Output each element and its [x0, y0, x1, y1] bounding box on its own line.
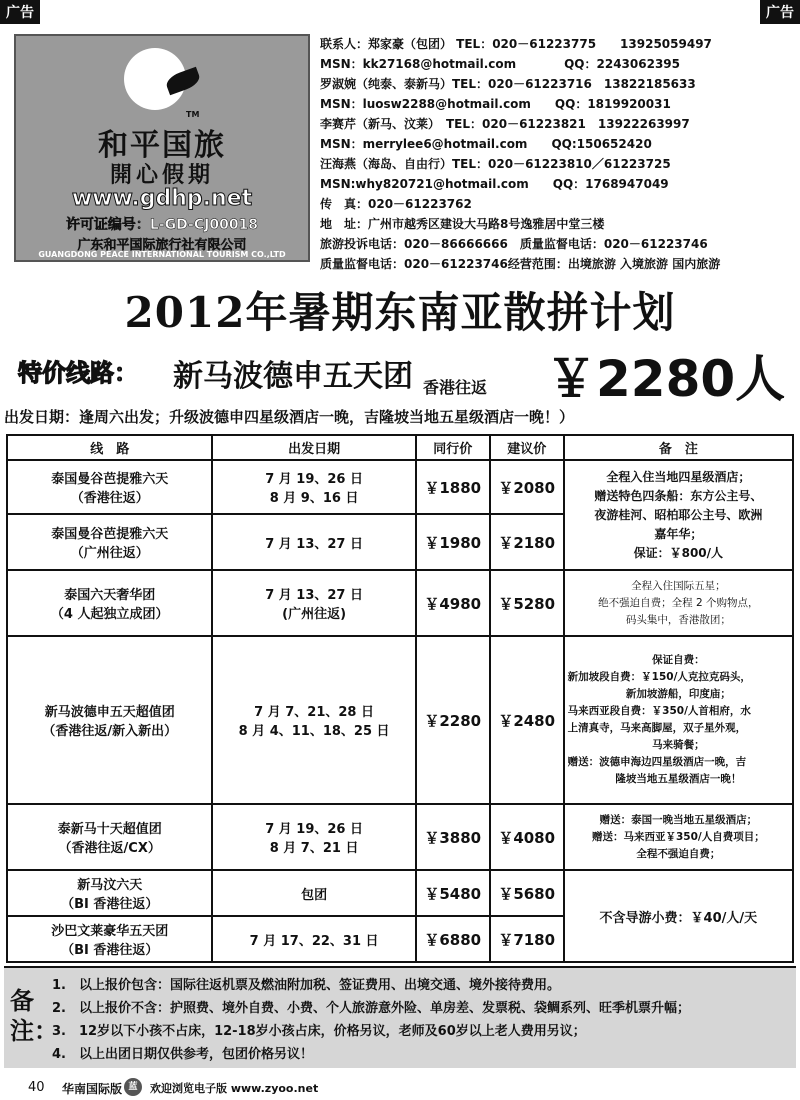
remark-line: 马来西亚段自费：￥350/人首相府，水 — [567, 705, 751, 717]
header-remarks: 备 注 — [564, 435, 793, 460]
table-row — [7, 570, 793, 636]
route-name: 新马汶六天 — [77, 878, 143, 893]
notes-section — [4, 966, 796, 1068]
trademark-mark: TM — [186, 110, 200, 119]
dates-cell — [212, 870, 415, 916]
peer-price: ￥6880 — [416, 916, 490, 962]
ad-tag-left: 广告 — [0, 0, 40, 24]
remark-line: 隆坡当地五星级酒店一晚！ — [615, 773, 742, 785]
route-cell — [7, 514, 212, 570]
remark-cell: 不含导游小费：￥40/人/天 — [564, 870, 793, 962]
table-row — [7, 636, 793, 804]
dates-line: 7 月 13、27 日 — [265, 588, 363, 603]
ad-tag-right: 广告 — [760, 0, 800, 24]
route-cell — [7, 460, 212, 514]
dates-line: 8 月 7、21 日 — [269, 841, 359, 856]
contact-line: MSN：luosw2288@hotmail.com QQ：1819920031 — [320, 97, 671, 111]
dates-line: 7 月 17、22、31 日 — [249, 933, 379, 949]
route-sub: （BI 香港往返） — [61, 943, 159, 958]
route-table — [6, 434, 794, 963]
route-sub: （广州往返） — [70, 546, 149, 561]
contact-line: MSN：merrylee6@hotmail.com QQ:150652420 — [320, 137, 652, 151]
remark-line: 新加坡段自费：￥150/人克拉克码头， — [567, 671, 751, 683]
contact-line: 罗淑婉（纯泰、泰新马）TEL：020－61223716 13822185633 — [320, 77, 696, 91]
publication-name: 华南国际版 — [62, 1082, 123, 1096]
contact-list — [320, 34, 790, 274]
remark-cell — [564, 636, 793, 804]
route-sub: （香港往返/新入新出） — [42, 724, 178, 739]
departure-note: 出发日期：逢周六出发；升级波德申四星级酒店一晚，吉隆坡当地五星级酒店一晚！） — [4, 408, 575, 426]
remark-line: 赠送：马来西亚￥350/人自费项目； — [591, 830, 765, 843]
header-peer-price: 同行价 — [416, 435, 490, 460]
remark-line: 保证：￥800/人 — [633, 545, 724, 560]
page-title: 2012年暑期东南亚散拼计划 — [124, 288, 676, 337]
route-name: 新马波德申五天超值团 — [44, 705, 175, 720]
remark-line: 保证自费： — [652, 654, 705, 666]
route-cell — [7, 916, 212, 962]
peer-price: ￥3880 — [416, 804, 490, 870]
website-link[interactable]: 欢迎浏览电子版 www.zyoo.net — [150, 1082, 319, 1095]
remark-line: 嘉年华； — [654, 526, 703, 541]
table-row — [7, 870, 793, 916]
remark-line: 全程入住当地四星级酒店； — [606, 469, 751, 484]
route-cell — [7, 636, 212, 804]
peer-price: ￥5480 — [416, 870, 490, 916]
route-name: 泰国曼谷芭提雅六天 — [51, 527, 169, 542]
peer-price: ￥1880 — [416, 460, 490, 514]
remark-line: 赠送：波德申海边四星级酒店一晚，吉 — [567, 756, 747, 768]
remark-line: 夜游桂河、昭柏耶公主号、欧洲 — [594, 507, 763, 522]
dates-line: 7 月 19、26 日 — [265, 822, 363, 837]
notes-label: 备注： — [10, 987, 58, 1045]
note-item: 2. 以上报价不含：护照费、境外自费、小费、个人旅游意外险、单房差、发票税、袋鲷系列、旺季机票升幅； — [52, 1001, 690, 1016]
logo-name: 和平国旅 — [98, 128, 226, 163]
contact-line: MSN：kk27168@hotmail.com QQ：2243062395 — [320, 57, 681, 71]
dates-line: 7 月 19、26 日 — [265, 472, 363, 487]
dates-line: (广州往返) — [282, 607, 347, 622]
remark-line: 绝不强迫自费；全程 2 个购物点， — [598, 596, 759, 609]
route-name: 泰国六天奢华团 — [64, 588, 156, 603]
route-name: 泰国曼谷芭提雅六天 — [51, 472, 169, 487]
suggested-price: ￥2480 — [490, 636, 564, 804]
contact-line: MSN:why820721@hotmail.com QQ：1768947049 — [320, 177, 669, 191]
dates-cell — [212, 570, 415, 636]
remark-cell — [564, 460, 793, 570]
dates-line: 8 月 4、11、18、25 日 — [238, 724, 390, 739]
special-price: ￥2280人 — [546, 350, 786, 408]
remark-line: 上清真寺，马来高脚屋，双子星外观， — [567, 722, 747, 734]
dates-line: 7 月 13、27 日 — [265, 536, 363, 552]
note-item: 1. 以上报价包含：国际往返机票及燃油附加税、签证费用、出境交通、境外接待费用。 — [52, 978, 560, 993]
scope-line: 质量监督电话：020－61223746经营范围：出境旅游 入境旅游 国内旅游 — [320, 257, 721, 271]
suggested-price: ￥2080 — [490, 460, 564, 514]
header-suggested-price: 建议价 — [490, 435, 564, 460]
remark-line: 全程不强迫自费； — [636, 847, 721, 860]
remark-line: 马来骑餐； — [652, 739, 705, 751]
dates-cell — [212, 636, 415, 804]
table-header-row — [7, 435, 793, 460]
special-route: 新马波德申五天团 — [173, 359, 413, 394]
contact-line: 李赛芹（新马、汶莱） TEL：020－61223821 13922263997 — [320, 117, 690, 131]
remark-line: 赠送：泰国一晚当地五星级酒店； — [599, 813, 758, 826]
peer-price: ￥2280 — [416, 636, 490, 804]
note-item: 3. 12岁以下小孩不占床，12-18岁小孩占床，价格另议，老师及60岁以上老人费用另议； — [52, 1024, 586, 1039]
company-name-cn: 广东和平国际旅行社有限公司 — [77, 238, 247, 253]
dates-cell — [212, 804, 415, 870]
page-footer — [0, 1076, 800, 1100]
publication-badge-icon: 蓝 — [124, 1078, 142, 1096]
dates-cell — [212, 460, 415, 514]
remark-cell — [564, 570, 793, 636]
header-dates: 出发日期 — [212, 435, 415, 460]
fax-line: 传 真：020－61223762 — [320, 197, 472, 211]
dates-cell — [212, 514, 415, 570]
route-sub: （BI 香港往返） — [61, 897, 159, 912]
table-row — [7, 460, 793, 514]
notes-list — [52, 974, 690, 1066]
route-name: 泰新马十天超值团 — [57, 822, 162, 837]
company-logo — [14, 34, 310, 262]
dates-line: 8 月 9、16 日 — [269, 491, 359, 506]
route-sub: （4 人起独立成团） — [50, 607, 169, 622]
dates-line: 包团 — [301, 887, 328, 903]
header-route: 线 路 — [7, 435, 212, 460]
route-sub: （香港往返/CX） — [58, 841, 161, 856]
special-label: 特价线路： — [18, 359, 138, 387]
special-offer — [18, 345, 798, 408]
remark-line: 码头集中，香港散团； — [625, 613, 731, 626]
complaint-line: 旅游投诉电话：020－86666666 质量监督电话：020－61223746 — [320, 237, 708, 251]
remark-cell — [564, 804, 793, 870]
suggested-price: ￥7180 — [490, 916, 564, 962]
route-cell — [7, 570, 212, 636]
contact-line: 汪海燕（海岛、自由行）TEL：020－61223810／61223725 — [320, 157, 671, 171]
route-name: 沙巴文莱豪华五天团 — [51, 924, 169, 939]
contact-line: 联系人：郑家豪（包团） TEL：020－61223775 13925059497 — [320, 37, 712, 51]
header-section — [8, 28, 792, 271]
suggested-price: ￥5680 — [490, 870, 564, 916]
logo-url: www.gdhp.net — [71, 186, 253, 211]
license-number: 许可证编号：L-GD-CJ00018 — [65, 217, 259, 233]
peer-price: ￥4980 — [416, 570, 490, 636]
suggested-price: ￥5280 — [490, 570, 564, 636]
note-item: 4. 以上出团日期仅供参考，包团价格另议！ — [52, 1047, 313, 1062]
route-cell — [7, 804, 212, 870]
address-line: 地 址：广州市越秀区建设大马路8号逸雅居中堂三楼 — [320, 217, 605, 231]
company-name-en: GUANGDONG PEACE INTERNATIONAL TOURISM CO.,LTD — [38, 250, 286, 259]
remark-line: 新加坡游船，印度庙； — [625, 688, 731, 700]
logo-slogan: 開心假期 — [109, 162, 214, 188]
table-row — [7, 804, 793, 870]
page-number: 40 — [28, 1080, 45, 1095]
suggested-price: ￥2180 — [490, 514, 564, 570]
remark-line: 全程入住国际五星； — [631, 579, 726, 592]
remark-line: 赠送特色四条船：东方公主号、 — [594, 488, 763, 503]
dates-line: 7 月 7、21、28 日 — [254, 705, 375, 720]
suggested-price: ￥4080 — [490, 804, 564, 870]
route-sub: （香港往返） — [70, 491, 149, 506]
dates-cell — [212, 916, 415, 962]
route-cell — [7, 870, 212, 916]
special-hk: 香港往返 — [423, 378, 488, 397]
peer-price: ￥1980 — [416, 514, 490, 570]
